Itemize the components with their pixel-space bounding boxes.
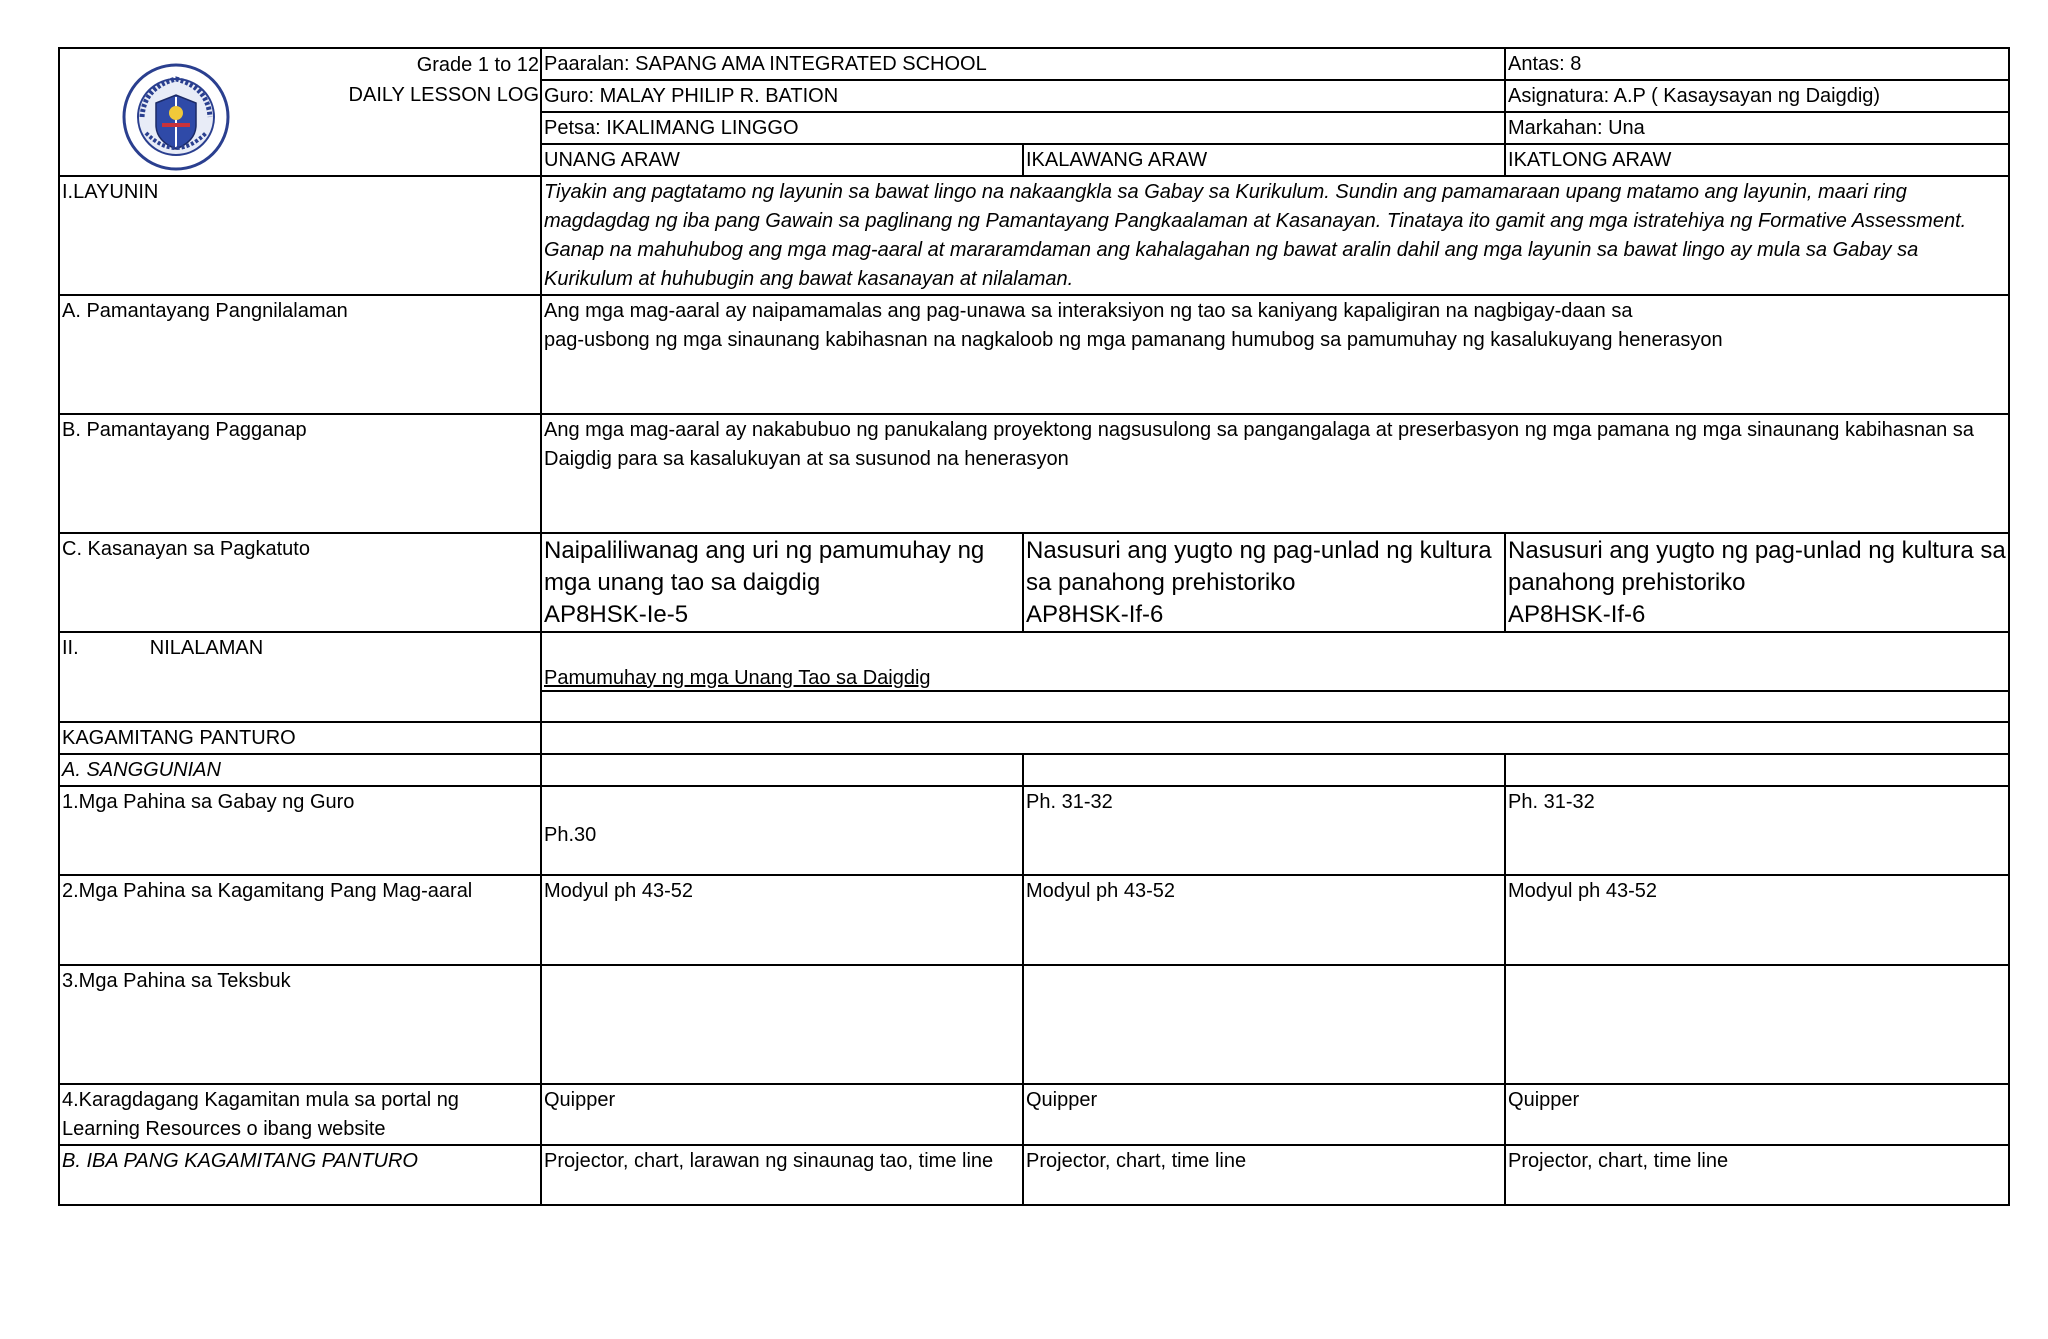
layunin-label: I.LAYUNIN — [59, 176, 541, 295]
lesson-log-table — [58, 47, 2010, 1206]
karagdagang-day1: Quipper — [541, 1084, 1023, 1145]
karagdagang-day3: Quipper — [1505, 1084, 2009, 1145]
header-title-cell — [59, 48, 541, 176]
sanggunian-label: A. SANGGUNIAN — [59, 754, 541, 786]
log-title: DAILY LESSON LOG — [348, 84, 539, 106]
pagganap-text: Ang mga mag-aaral ay nakabubuo ng panukalang proyektong nagsusulong sa pangangalaga at preserbasyon ng mga pamana ng mga sinaunang kabihasnan sa Daigdig para sa kasalukuyan at sa susunod na henerasyon — [541, 414, 2009, 533]
kasanayan-day1-text: Naipaliliwanag ang uri ng pamumuhay ng mga unang tao sa daigdig — [544, 537, 985, 596]
nilalaman-title: NILALAMAN — [149, 637, 264, 659]
sanggunian-day1 — [541, 754, 1023, 786]
mag-aaral-label: 2.Mga Pahina sa Kagamitang Pang Mag-aaral — [59, 875, 541, 965]
mag-aaral-day3: Modyul ph 43-52 — [1505, 875, 2009, 965]
kasanayan-day3-code: AP8HSK-If-6 — [1508, 601, 1646, 628]
pagganap-label: B. Pamantayang Pagganap — [59, 414, 541, 533]
kasanayan-day1-code: AP8HSK-Ie-5 — [544, 601, 689, 628]
pangnilalaman-line1: Ang mga mag-aaral ay naipamamalas ang pag-unawa sa interaksiyon ng tao sa kaniyang kapaligiran na nagbigay-daan sa — [544, 300, 1633, 322]
date-field: Petsa: IKALIMANG LINGGO — [541, 112, 1505, 144]
gabay-day2: Ph. 31-32 — [1023, 786, 1505, 875]
kasanayan-day3 — [1505, 533, 2009, 632]
iba-pang-label: B. IBA PANG KAGAMITANG PANTURO — [59, 1145, 541, 1205]
karagdagang-label: 4.Karagdagang Kagamitan mula sa portal ng Learning Resources o ibang website — [59, 1084, 541, 1145]
pangnilalaman-text — [541, 295, 2009, 414]
sanggunian-day3 — [1505, 754, 2009, 786]
kasanayan-label: C. Kasanayan sa Pagkatuto — [59, 533, 541, 632]
teksbuk-label: 3.Mga Pahina sa Teksbuk — [59, 965, 541, 1084]
quarter-field: Markahan: Una — [1505, 112, 2009, 144]
karagdagang-day2: Quipper — [1023, 1084, 1505, 1145]
nilalaman-blank — [541, 691, 2009, 722]
kagamitan-blank — [541, 722, 2009, 754]
deped-seal-icon — [122, 63, 230, 171]
daily-lesson-log-sheet — [58, 47, 2008, 1206]
iba-pang-day3: Projector, chart, time line — [1505, 1145, 2009, 1205]
sanggunian-day2 — [1023, 754, 1505, 786]
mag-aaral-day1: Modyul ph 43-52 — [541, 875, 1023, 965]
day3-header: IKATLONG ARAW — [1505, 144, 2009, 176]
nilalaman-text: Pamumuhay ng mga Unang Tao sa Daigdig — [541, 632, 2009, 691]
nilalaman-label — [59, 632, 541, 722]
kasanayan-day2 — [1023, 533, 1505, 632]
pangnilalaman-label: A. Pamantayang Pangnilalaman — [59, 295, 541, 414]
iba-pang-day1: Projector, chart, larawan ng sinaunag tao, time line — [541, 1145, 1023, 1205]
kasanayan-day3-text: Nasusuri ang yugto ng pag-unlad ng kultura sa panahong prehistoriko — [1508, 537, 2006, 596]
teksbuk-day2 — [1023, 965, 1505, 1084]
level-field: Antas: 8 — [1505, 48, 2009, 80]
kagamitan-label: KAGAMITANG PANTURO — [59, 722, 541, 754]
subject-field: Asignatura: A.P ( Kasaysayan ng Daigdig) — [1505, 80, 2009, 112]
mag-aaral-day2: Modyul ph 43-52 — [1023, 875, 1505, 965]
teksbuk-day1 — [541, 965, 1023, 1084]
iba-pang-day2: Projector, chart, time line — [1023, 1145, 1505, 1205]
pangnilalaman-line2: pag-usbong ng mga sinaunang kabihasnan na nagkaloob ng mga pamanang humubog sa pamumuhay ng kasalukuyang henerasyon — [544, 329, 1723, 351]
layunin-text: Tiyakin ang pagtatamo ng layunin sa bawat lingo na nakaangkla sa Gabay sa Kurikulum. Sundin ang pamamaraan upang matamo ang layunin, maari ring magdagdag ng iba pang Gawain sa paglinang ng Pamantayang Pangkaalaman at Kasanayan. Tinataya ito gamit ang mga istratehiya ng Formative Assessment. Ganap na mahuhubog ang mga mag-aaral at mararamdaman ang kahalagahan ng bawat aralin dahil ang mga layunin sa bawat lingo ay mula sa Gabay sa Kurikulum at huhubugin ang bawat kasanayan at nilalaman. — [541, 176, 2009, 295]
gabay-day1: Ph.30 — [541, 786, 1023, 875]
gabay-day3: Ph. 31-32 — [1505, 786, 2009, 875]
day2-header: IKALAWANG ARAW — [1023, 144, 1505, 176]
kasanayan-day2-code: AP8HSK-If-6 — [1026, 601, 1164, 628]
school-field: Paaralan: SAPANG AMA INTEGRATED SCHOOL — [541, 48, 1505, 80]
kasanayan-day1 — [541, 533, 1023, 632]
teacher-field: Guro: MALAY PHILIP R. BATION — [541, 80, 1505, 112]
day1-header: UNANG ARAW — [541, 144, 1023, 176]
nilalaman-number: II. — [62, 637, 79, 659]
kasanayan-day2-text: Nasusuri ang yugto ng pag-unlad ng kultura sa panahong prehistoriko — [1026, 537, 1492, 596]
teksbuk-day3 — [1505, 965, 2009, 1084]
grade-range: Grade 1 to 12 — [416, 54, 539, 76]
gabay-label: 1.Mga Pahina sa Gabay ng Guro — [59, 786, 541, 875]
